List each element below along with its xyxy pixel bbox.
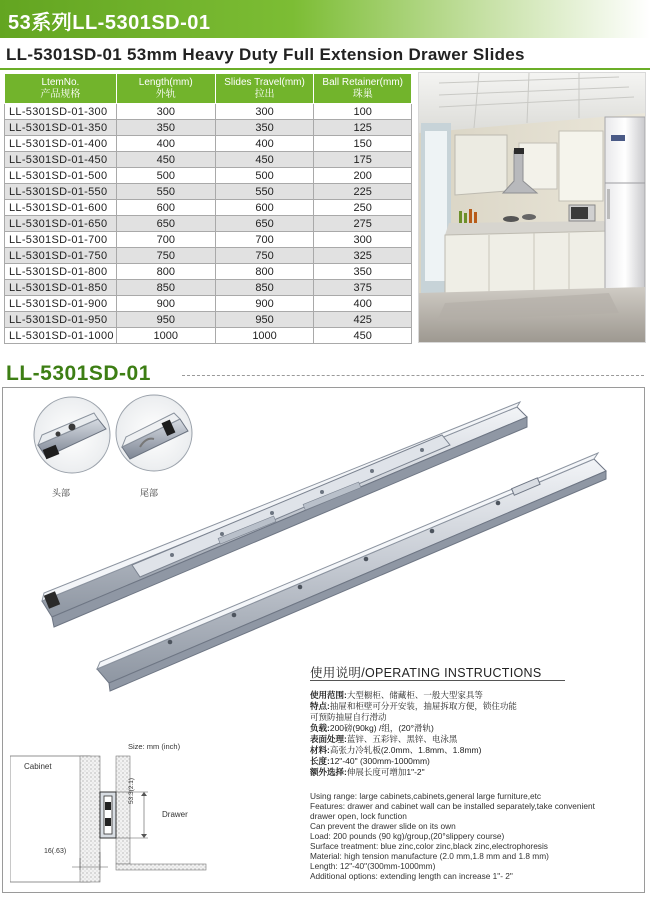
instructions-title: 使用说明/OPERATING INSTRUCTIONS [310,666,542,680]
table-cell: 700 [215,232,314,248]
kitchen-illustration [419,73,646,343]
cross-section-drawing [10,752,220,887]
item-number-cell: LL-5301SD-01-700 [5,232,117,248]
model-title-rule [182,375,644,376]
table-cell: 850 [215,280,314,296]
rear-detail-caption: 尾部 [140,488,159,498]
table-row [5,104,412,120]
subtitle-divider [0,68,650,70]
table-cell: 350 [116,120,215,136]
drawer-label: Drawer [162,810,188,819]
table-cell: 500 [215,168,314,184]
table-cell: 325 [314,248,412,264]
table-cell: 500 [116,168,215,184]
table-cell: 225 [314,184,412,200]
table-cell: 850 [116,280,215,296]
table-row [5,184,412,200]
item-number-cell: LL-5301SD-01-1000 [5,328,117,344]
table-cell: 300 [215,104,314,120]
table-cell: 650 [116,216,215,232]
table-cell: 900 [116,296,215,312]
table-cell: 650 [215,216,314,232]
item-number-cell: LL-5301SD-01-750 [5,248,117,264]
table-cell: 150 [314,136,412,152]
table-cell: 300 [116,104,215,120]
item-number-cell: LL-5301SD-01-400 [5,136,117,152]
col-header-travel: Slides Travel(mm) 拉出 [215,74,314,104]
instructions-rule [310,680,565,681]
cn-line: 负载:200磅(90kg) /组，(20°滑轨) [310,723,434,733]
table-cell: 1000 [116,328,215,344]
table-cell: 250 [314,200,412,216]
table-cell: 950 [116,312,215,328]
cross-section-diagram [10,742,220,887]
en-line: Material: high tension manufacture (2.0 mm,1.8 mm and 1.8 mm) [310,851,549,861]
front-detail-caption: 头部 [52,488,71,498]
table-cell: 600 [116,200,215,216]
cabinet-label: Cabinet [24,762,52,771]
table-cell: 100 [314,104,412,120]
en-line: drawer open, lock function [310,811,407,821]
table-cell: 450 [116,152,215,168]
table-cell: 900 [215,296,314,312]
table-cell: 375 [314,280,412,296]
table-cell: 550 [215,184,314,200]
table-cell: 800 [116,264,215,280]
item-number-cell: LL-5301SD-01-950 [5,312,117,328]
table-cell: 400 [215,136,314,152]
en-line: Surface treatment: blue zinc,color zinc,black zinc,electrophoresis [310,841,548,851]
en-line: Features: drawer and cabinet wall can be installed separately,take convenient [310,801,595,811]
table-row [5,136,412,152]
en-line: Length: 12"-40"(300mm-1000mm) [310,861,436,871]
col-header-item: LtemNo. 产品规格 [5,74,117,104]
table-cell: 425 [314,312,412,328]
table-cell: 200 [314,168,412,184]
diagram-size-note: Size: mm (inch) [128,742,181,751]
table-row [5,264,412,280]
cn-line: 特点:抽屉和柜壁可分开安装，抽屉拆取方便，锁住功能 [310,701,517,711]
table-cell: 800 [215,264,314,280]
table-row [5,152,412,168]
table-row [5,168,412,184]
cn-line: 长度:12"-40" (300mm-1000mm) [310,756,430,766]
item-number-cell: LL-5301SD-01-850 [5,280,117,296]
table-cell: 700 [116,232,215,248]
table-row [5,248,412,264]
item-number-cell: LL-5301SD-01-450 [5,152,117,168]
table-row [5,312,412,328]
col-header-length: Length(mm) 外轨 [116,74,215,104]
item-number-cell: LL-5301SD-01-600 [5,200,117,216]
top-banner [0,0,650,38]
product-subtitle: LL-5301SD-01 53mm Heavy Duty Full Extension Drawer Slides [6,45,525,64]
spec-table-body [5,104,412,344]
table-row [5,296,412,312]
model-title: LL-5301SD-01 [6,362,151,385]
cn-line: 可预防抽屉自行滑动 [310,712,387,722]
front-detail [34,397,110,473]
item-number-cell: LL-5301SD-01-300 [5,104,117,120]
height-dimension: 53.3(2.1) [128,777,135,804]
table-cell: 350 [215,120,314,136]
table-cell: 450 [314,328,412,344]
table-cell: 950 [215,312,314,328]
gap-dimension: 16(.63) [44,848,67,855]
en-line: Using range: large cabinets,cabinets,general large furniture,etc [310,791,542,801]
en-line: Can prevent the drawer slide on its own [310,821,456,831]
spec-table-header [5,74,412,104]
rear-detail [116,395,192,471]
table-cell: 175 [314,152,412,168]
table-row [5,232,412,248]
item-number-cell: LL-5301SD-01-900 [5,296,117,312]
table-cell: 300 [314,232,412,248]
en-line: Load: 200 pounds (90 kg)/group,(20°slippery course) [310,831,505,841]
item-number-cell: LL-5301SD-01-550 [5,184,117,200]
table-row [5,120,412,136]
table-cell: 750 [116,248,215,264]
cn-line: 表面处理:蓝锌、五彩锌、黑锌、电泳黑 [310,734,458,744]
cn-line: 额外选择:伸展长度可增加1"-2" [310,767,425,777]
table-cell: 400 [314,296,412,312]
item-number-cell: LL-5301SD-01-350 [5,120,117,136]
table-cell: 550 [116,184,215,200]
table-cell: 125 [314,120,412,136]
table-cell: 600 [215,200,314,216]
item-number-cell: LL-5301SD-01-500 [5,168,117,184]
table-row [5,216,412,232]
cn-line: 使用范围:大型橱柜、储藏柜、一般大型家具等 [310,690,483,700]
table-cell: 275 [314,216,412,232]
table-cell: 350 [314,264,412,280]
table-cell: 1000 [215,328,314,344]
item-number-cell: LL-5301SD-01-800 [5,264,117,280]
table-cell: 400 [116,136,215,152]
spec-table [4,73,412,344]
table-cell: 450 [215,152,314,168]
cn-line: 材料:高张力冷轧板(2.0mm、1.8mm、1.8mm) [310,745,482,755]
col-header-retainer: Ball Retainer(mm) 珠巢 [314,74,412,104]
item-number-cell: LL-5301SD-01-650 [5,216,117,232]
table-row [5,280,412,296]
kitchen-photo [418,72,646,343]
banner-title: 53系列LL-5301SD-01 [8,12,211,34]
en-line: Additional options: extending length can increase 1"- 2" [310,871,513,881]
table-row [5,200,412,216]
table-cell: 750 [215,248,314,264]
table-row [5,328,412,344]
